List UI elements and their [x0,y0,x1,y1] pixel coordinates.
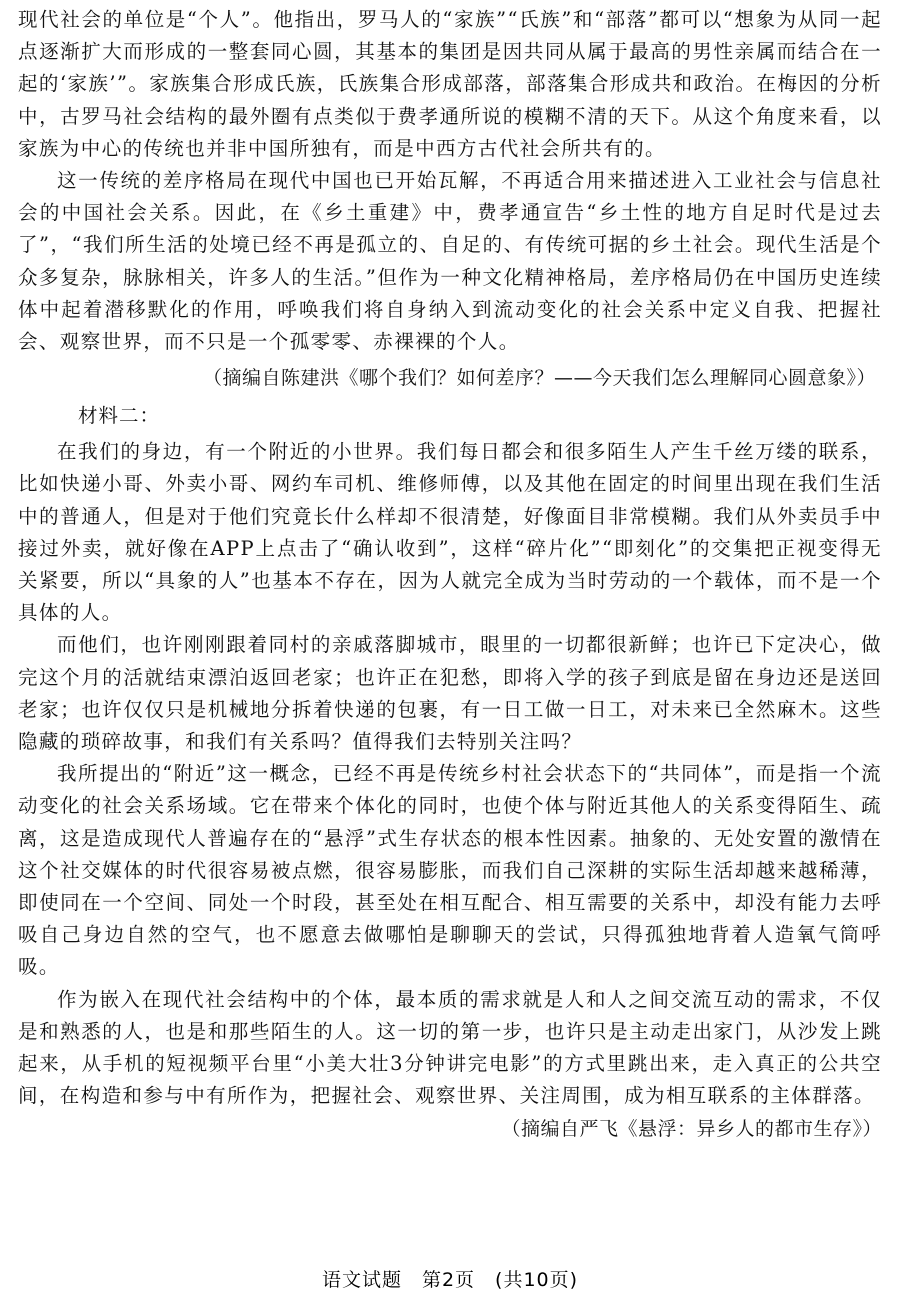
page-footer: 语文试题 第2页 (共10页) [321,1269,579,1291]
paragraph-5: 我所提出的“附近”这一概念，已经不再是传统乡村社会状态下的“共同体”，而是指一个流动变化的社会关系场域。它在带来个体化的同时，也使个体与附近其他人的关系变得陌生、疏离，这是造成现代人普遍存在的“悬浮”式生存状态的根本性因素。抽象的、无处安置的激情在这个社交媒体的时代很容易被点燃，很容易膨胀，而我们自己深耕的实际生活却越来越稀薄，即使同在一个空间、同处一个时段，甚至处在相互配合、相互需要的关系中，却没有能力去呼吸自己身边自然的空气，也不愿意去做哪怕是聊聊天的尝试，只得孤独地背着人造氧气筒呼吸。 [18,762,882,979]
source-citation-1: （摘编自陈建洪《哪个我们？如何差序？——今天我们怎么理解同心圆意象》） [202,367,876,390]
paragraph-6-text: 作为嵌入在现代社会结构中的个体，最本质的需求就是人和人之间交流互动的需求，不仅是和熟悉的人，也是和那些陌生的人。这一切的第一步，也许只是主动走出家门，从沙发上跳起来，从手机的短视频平台里“小美大壮3分钟讲完电影”的方式里跳出来，走入真正的公共空间，在构造和参与中有所作为，把握社会、观察世界、关注周围，成为相互联系的主体群落。 [18,987,882,1108]
paragraph-4: 而他们，也许刚刚跟着同村的亲戚落脚城市，眼里的一切都很新鲜；也许已下定决心，做完这个月的活就结束漂泊返回老家；也许正在犯愁，即将入学的孩子到底是留在身边还是送回老家；也许仅仅只是机械地分拆着快递的包裹，有一日工做一日工，对未来已全然麻木。这些隐藏的琐碎故事，和我们有关系吗？值得我们去特别关注吗？ [18,633,882,754]
paragraph-1: 现代社会的单位是“个人”。他指出，罗马人的“家族”“氏族”和“部落”都可以“想象为从同一起点逐渐扩大而形成的一整套同心圆，其基本的集团是因共同从属于最高的男性亲属而结合在一起的‘家族’”。家族集合形成氏族，氏族集合形成部落，部落集合形成共和政治。在梅因的分析中，古罗马社会结构的最外圈有点类似于费孝通所说的模糊不清的天下。从这个角度来看，以家族为中心的传统也并非中国所独有，而是中西方古代社会所共有的。 [18,8,882,160]
material-two-heading: 材料二： [78,404,161,428]
paragraph-2: 这一传统的差序格局在现代中国也已开始瓦解，不再适合用来描述进入工业社会与信息社会的中国社会关系。因此，在《乡土重建》中，费孝通宣告“乡土性的地方自足时代是过去了”，“我们所生活的处境已经不再是孤立的、自足的、有传统可据的乡土社会。现代生活是个众多复杂，脉脉相关，许多人的生活。”但作为一种文化精神格局，差序格局仍在中国历史连续体中起着潜移默化的作用，呼唤我们将自身纳入到流动变化的社会关系中定义自我、把握社会、观察世界，而不只是一个孤零零、赤裸裸的个人。 [18,169,882,354]
paragraph-6 [18,984,882,1140]
source-citation-2: （摘编自严飞《悬浮：异乡人的都市生存》） [501,1117,882,1140]
paragraph-3: 在我们的身边，有一个附近的小世界。我们每日都会和很多陌生人产生千丝万缕的联系，比如快递小哥、外卖小哥、网约车司机、维修师傅，以及其他在固定的时间里出现在我们生活中的普通人，但是对于他们究竟长什么样却不很清楚，好像面目非常模糊。我们从外卖员手中接过外卖，就好像在APP上点击了“确认收到”，这样“碎片化”“即刻化”的交集把正视变得无关紧要，所以“具象的人”也基本不存在，因为人就完全成为当时劳动的一个载体，而不是一个具体的人。 [18,440,882,625]
